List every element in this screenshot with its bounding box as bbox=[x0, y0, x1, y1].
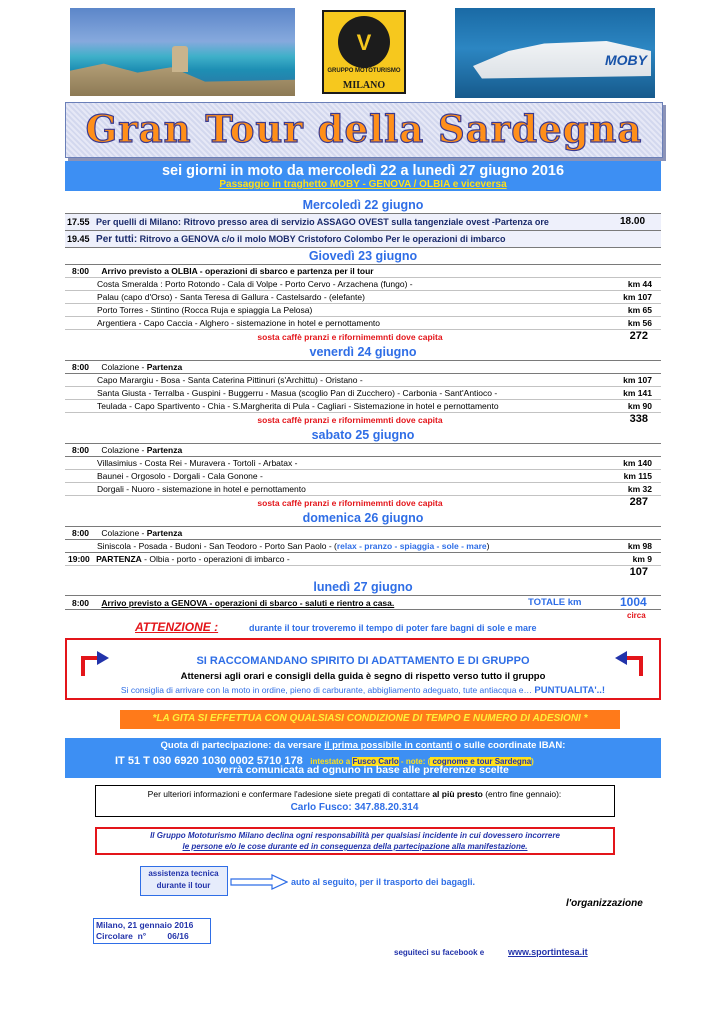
row-text-bold: PARTENZA bbox=[96, 554, 142, 564]
row-text-bold: Partenza bbox=[146, 445, 183, 455]
facebook-text: seguiteci su facebook e bbox=[394, 948, 485, 957]
punctuality-text: PUNTUALITA'..! bbox=[534, 685, 606, 696]
day5-lead bbox=[72, 528, 182, 538]
day4-route-3: Dorgali - Nuoro - sistemazione in hotel e pernottamento bbox=[97, 484, 306, 494]
divider bbox=[65, 443, 661, 444]
info-text-bold: al più presto bbox=[432, 789, 483, 799]
day5-km-2: km 9 bbox=[632, 554, 652, 564]
divider bbox=[65, 247, 661, 248]
divider bbox=[65, 565, 661, 566]
divider bbox=[65, 399, 661, 400]
divider bbox=[65, 329, 661, 330]
title-banner bbox=[65, 102, 663, 158]
day2-heading: Giovedì 23 giugno bbox=[308, 249, 418, 263]
page-title: Gran Tour della Sardegna bbox=[85, 107, 643, 151]
day4-km-1: km 140 bbox=[623, 458, 652, 468]
day3-route-3: Teulada - Capo Spartivento - Chia - S.Margherita di Pula - Cagliari - Sistemazione in hotel e pernottamento bbox=[97, 401, 499, 411]
divider bbox=[65, 303, 661, 304]
info-line1 bbox=[96, 789, 613, 799]
row-text: Ritrovo presso area di servizio ASSAGO OVEST sulla tangenziale ovest -Partenza ore bbox=[183, 217, 549, 227]
quota-text: o sulle coordinate IBAN: bbox=[452, 740, 566, 751]
row-time: 8:00 bbox=[72, 362, 90, 372]
row-text: Colazione - bbox=[101, 528, 147, 538]
weather-note-bar bbox=[120, 710, 620, 729]
divider bbox=[65, 264, 661, 265]
row-time: 8:00 bbox=[72, 445, 90, 455]
row-time: 19:00 bbox=[68, 554, 90, 564]
row-time: 17.55 bbox=[67, 217, 90, 227]
day2-km-4: km 56 bbox=[627, 318, 652, 328]
row-text: Arrivo previsto a OLBIA - operazioni di sbarco e partenza per il tour bbox=[101, 266, 374, 276]
divider bbox=[65, 456, 661, 457]
day4-heading: sabato 25 giugno bbox=[311, 428, 415, 442]
day4-route-1: Villasimius - Costa Rei - Muravera - Tortolì - Arbatax - bbox=[97, 458, 298, 468]
divider bbox=[65, 552, 661, 553]
logo-helmet-icon: V bbox=[338, 16, 390, 68]
contact-phone: Carlo Fusco: 347.88.20.314 bbox=[290, 802, 419, 813]
divider bbox=[65, 373, 661, 374]
day4-km-3: km 32 bbox=[627, 484, 652, 494]
divider bbox=[65, 386, 661, 387]
logo-bottom-text: MILANO bbox=[342, 80, 386, 91]
quota-underline: il prima possibile in contanti bbox=[324, 740, 453, 751]
watch-tower bbox=[172, 46, 188, 72]
day5-route-2 bbox=[68, 554, 290, 564]
day3-km-1: km 107 bbox=[623, 375, 652, 385]
recommend-line2 bbox=[67, 685, 659, 696]
circular-number: Circolare n° 06/16 bbox=[96, 931, 189, 941]
attention-text: durante il tour troveremo il tempo di poter fare bagni di sole e mare bbox=[249, 623, 537, 633]
row-who: Per quelli di Milano: bbox=[96, 217, 182, 227]
circa-note: circa bbox=[627, 611, 646, 620]
day3-route-1: Capo Marargiu - Bosa - Santa Caterina Pittinuri (s'Archittu) - Oristano - bbox=[97, 375, 363, 385]
row-who: Per tutti: bbox=[96, 234, 138, 245]
day4-km-2: km 115 bbox=[623, 471, 652, 481]
divider bbox=[65, 277, 661, 278]
day3-km-2: km 141 bbox=[623, 388, 652, 398]
iban-note-close: ) bbox=[531, 757, 534, 766]
logo-top-text: GRUPPO MOTOTURISMO bbox=[327, 68, 401, 74]
day3-total: 338 bbox=[629, 413, 648, 425]
row-text: - Olbia - porto - operazioni di imbarco - bbox=[141, 554, 290, 564]
trip-subtitle: sei giorni in moto da mercoledì 22 a lunedì 27 giugno 2016 bbox=[161, 163, 565, 179]
disclaimer-line1: Il Gruppo Mototurismo Milano declina ogni responsabilità per qualsiasi incidente in cui dovessero incorrere bbox=[150, 831, 560, 840]
row-text: ) bbox=[486, 541, 490, 551]
day2-sosta: sosta caffè pranzi e rifornimemnti dove capita bbox=[257, 332, 443, 342]
day5-heading: domenica 26 giugno bbox=[302, 511, 424, 525]
recommend-box bbox=[65, 638, 661, 700]
day2-km-1: km 44 bbox=[627, 279, 652, 289]
ferry-note: Passaggio in traghetto MOBY - GENOVA / OLBIA e viceversa bbox=[219, 179, 507, 190]
quota-box bbox=[65, 738, 661, 778]
iban-note: cognome e tour Sardegna bbox=[430, 757, 532, 766]
row-text-bold: Partenza bbox=[146, 362, 183, 372]
day4-lead bbox=[72, 445, 182, 455]
day1-row1-end: 18.00 bbox=[620, 216, 646, 227]
assist-line1: assistenza tecnica bbox=[148, 869, 219, 878]
day5-route-1 bbox=[97, 541, 489, 551]
row-text: Siniscola - Posada - Budoni - San Teodoro - Porto San Paolo - ( bbox=[97, 541, 337, 551]
circular-date: Milano, 21 gennaio 2016 bbox=[96, 920, 194, 930]
day3-route-2: Santa Giusta - Terralba - Guspini - Buggerru - Masua (scoglio Pan di Zucchero) - Carbonia - Sant'Antioco - bbox=[97, 388, 498, 398]
trip-header bbox=[65, 161, 661, 191]
day2-total: 272 bbox=[629, 330, 648, 342]
info-box bbox=[95, 785, 615, 817]
row-time: 8:00 bbox=[72, 528, 90, 538]
quota-line3: verrà comunicata ad ognuno in base alle preferenze scelte bbox=[217, 764, 509, 776]
signoff: l'organizzazione bbox=[566, 898, 643, 909]
ship-brand: MOBY bbox=[605, 52, 647, 68]
day3-heading: venerdì 24 giugno bbox=[309, 345, 417, 359]
website-link[interactable]: www.sportintesa.it bbox=[508, 947, 588, 957]
day4-sosta: sosta caffè pranzi e rifornimemnti dove capita bbox=[257, 498, 443, 508]
row-text: Arrivo previsto a GENOVA - operazioni di sbarco - saluti e rientro a casa. bbox=[101, 598, 395, 608]
day2-km-2: km 107 bbox=[623, 292, 652, 302]
weather-note: *LA GITA SI EFFETTUA CON QUALSIASI CONDIZIONE DI TEMPO E NUMERO DI ADESIONI * bbox=[152, 713, 588, 724]
info-text: (entro fine gennaio): bbox=[482, 789, 562, 799]
day3-km-3: km 90 bbox=[627, 401, 652, 411]
divider bbox=[65, 469, 661, 470]
day3-lead bbox=[72, 362, 182, 372]
divider bbox=[65, 495, 661, 496]
disclaimer-line2: le persone e/o le cose durante ed in conseguenza della partecipazione alla manifestazione. bbox=[182, 842, 528, 851]
row-highlight: relax - pranzo - spiaggia - sole - mare bbox=[336, 541, 487, 551]
divider bbox=[65, 539, 661, 540]
day2-route-3: Porto Torres - Stintino (Rocca Ruja e spiaggia La Pelosa) bbox=[97, 305, 313, 315]
quota-text: Quota di partecipazione: da versare bbox=[160, 740, 325, 751]
divider bbox=[65, 360, 661, 361]
day1-heading: Mercoledì 22 giugno bbox=[302, 198, 424, 212]
day5-total: 107 bbox=[629, 566, 648, 578]
assist-side-text: auto al seguito, per il trasporto dei bagagli. bbox=[291, 877, 476, 887]
divider bbox=[65, 482, 661, 483]
grand-total: 1004 bbox=[620, 595, 647, 609]
circular-box bbox=[93, 918, 211, 944]
day2-route-1: Costa Smeralda : Porto Rotondo - Cala di Volpe - Porto Cervo - Arzachena (fungo) - bbox=[97, 279, 413, 289]
assist-box bbox=[140, 866, 228, 896]
club-logo bbox=[322, 10, 406, 94]
day5-km-1: km 98 bbox=[627, 541, 652, 551]
row-time: 8:00 bbox=[72, 598, 90, 608]
row-time: 19.45 bbox=[67, 234, 90, 244]
day2-km-3: km 65 bbox=[627, 305, 652, 315]
day1-row2 bbox=[67, 234, 506, 245]
total-label: TOTALE km bbox=[528, 597, 582, 608]
moby-ferry-photo bbox=[455, 8, 655, 98]
day4-total: 287 bbox=[629, 496, 648, 508]
day4-route-2: Baunei - Orgosolo - Dorgali - Cala Gonone - bbox=[97, 471, 263, 481]
day2-route-4: Argentiera - Capo Caccia - Alghero - sistemazione in hotel e pernottamento bbox=[97, 318, 381, 328]
day2-route-2: Palau (capo d'Orso) - Santa Teresa di Gallura - Castelsardo - (elefante) bbox=[97, 292, 365, 302]
arrow-right-icon bbox=[230, 874, 288, 890]
row-text-bold: Partenza bbox=[146, 528, 183, 538]
row-time: 8:00 bbox=[72, 266, 90, 276]
divider bbox=[65, 609, 661, 610]
day6-heading: lunedì 27 giugno bbox=[313, 580, 413, 594]
day1-row1 bbox=[67, 217, 549, 227]
iban-note-label: - note: ( bbox=[398, 757, 431, 766]
divider bbox=[65, 316, 661, 317]
divider bbox=[65, 412, 661, 413]
divider bbox=[65, 595, 661, 596]
info-text: Per ulteriori informazioni e confermare l'adesione siete pregati di contattare bbox=[147, 789, 433, 799]
row-text: Ritrovo a GENOVA c/o il molo MOBY Cristoforo Colombo Per le operazioni di imbarco bbox=[139, 234, 506, 244]
disclaimer-box bbox=[95, 827, 615, 855]
recommend-heading: SI RACCOMANDANO SPIRITO DI ADATTAMENTO E DI GRUPPO bbox=[196, 655, 530, 667]
day2-lead bbox=[72, 266, 374, 276]
row-text: Colazione - bbox=[101, 362, 147, 372]
attention-label: ATTENZIONE : bbox=[135, 620, 219, 634]
divider bbox=[65, 526, 661, 527]
quota-line1 bbox=[65, 740, 661, 751]
divider bbox=[65, 290, 661, 291]
iban-holder-label: intestato a bbox=[310, 757, 353, 766]
recommend-line1: Attenersi agli orari e consigli della guida è segno di rispetto verso tutto il gruppo bbox=[180, 671, 546, 682]
sardinia-coast-photo bbox=[70, 8, 295, 96]
day6-lead bbox=[72, 598, 394, 608]
assist-line2: durante il tour bbox=[156, 881, 211, 890]
iban-holder: Fusco Carlo bbox=[352, 757, 399, 766]
recommend-text: Si consiglia di arrivare con la moto in ordine, pieno di carburante, abbigliamento adeguato, tute antiacqua e… bbox=[120, 685, 533, 695]
row-text: Colazione - bbox=[101, 445, 147, 455]
day3-sosta: sosta caffè pranzi e rifornimemnti dove capita bbox=[257, 415, 443, 425]
iban-code: IT 51 T 030 6920 1030 0002 5710 178 bbox=[115, 755, 303, 767]
